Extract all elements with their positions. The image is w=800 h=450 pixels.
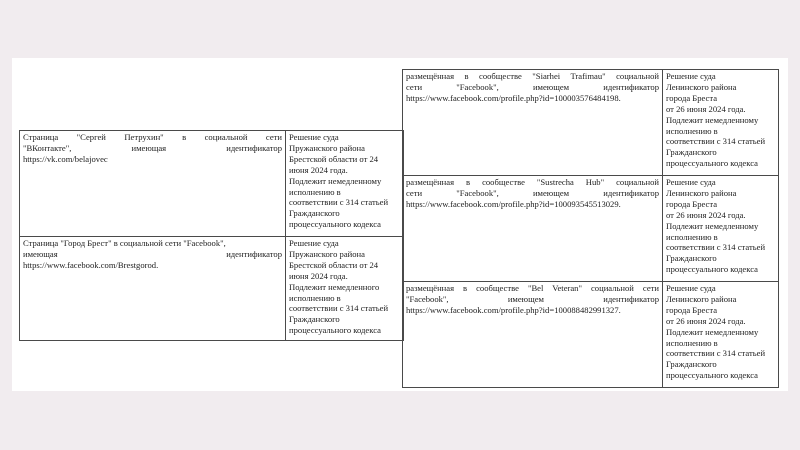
decision-line: Подлежит немедленному [289, 175, 382, 186]
table-row [403, 70, 779, 176]
decision-line: исполнению в [289, 186, 341, 197]
decision-line: от 26 июня 2024 года. [666, 315, 746, 326]
resource-line: "ВКонтакте", имеющая идентификатор [23, 142, 282, 153]
resource-line: сети "Facebook", имеющем идентификатор [406, 187, 659, 198]
decision-line: соответствии с 314 статьей [289, 303, 389, 314]
resource-url: https://www.facebook.com/Brestgorod. [23, 259, 159, 270]
blocked-resources-table-left [19, 130, 404, 341]
decision-line: Брестской области от 24 [289, 153, 379, 164]
decision-line: Ленинского района [666, 293, 737, 304]
decision-line: исполнению в [666, 337, 718, 348]
decision-line: Гражданского [666, 253, 717, 264]
table-row [403, 176, 779, 282]
table-row [403, 282, 779, 388]
decision-line: Решение суда [289, 238, 339, 248]
resource-line: Страница "Город Брест" в социальной сети "Facebook", [23, 238, 226, 248]
resource-line: размещённая в сообществе "Bel Veteran" социальной сети [406, 283, 659, 293]
decision-line: процессуального кодекса [666, 370, 758, 381]
decision-line: исполнению в [666, 125, 718, 136]
decision-cell [663, 176, 779, 282]
decision-line: соответствии с 314 статьей [289, 197, 389, 208]
resource-line: размещённая в сообществе "Sustrecha Hub" социальной [406, 177, 659, 187]
resource-url: https://vk.com/belajovec [23, 153, 108, 164]
resource-cell [403, 176, 663, 282]
decision-cell [286, 237, 404, 341]
decision-cell [663, 70, 779, 176]
decision-line: Ленинского района [666, 187, 737, 198]
decision-line: процессуального кодекса [666, 158, 758, 169]
blocked-resources-table-right [402, 69, 779, 388]
decision-line: Подлежит немедленному [666, 326, 759, 337]
decision-line: соответствии с 314 статьей [666, 348, 766, 359]
decision-line: города Бреста [666, 92, 718, 103]
resource-cell [20, 237, 286, 341]
decision-line: соответствии с 314 статьей [666, 136, 766, 147]
decision-line: Гражданского [666, 359, 717, 370]
decision-line: процессуального кодекса [666, 264, 758, 275]
decision-line: Подлежит немедленному [666, 220, 759, 231]
decision-line: исполнению в [666, 231, 718, 242]
decision-line: соответствии с 314 статьей [666, 242, 766, 253]
decision-line: Брестской области от 24 [289, 259, 379, 270]
resource-line: сети "Facebook", имеющем идентификатор [406, 81, 659, 92]
decision-line: Гражданского [289, 314, 340, 325]
resource-line: имеющая идентификатор [23, 248, 282, 259]
decision-line: Ленинского района [666, 81, 737, 92]
resource-line: Страница "Сергей Петрухин" в социальной сети [23, 132, 282, 142]
decision-line: города Бреста [666, 198, 718, 209]
decision-line: от 26 июня 2024 года. [666, 103, 746, 114]
decision-line: Пружанского района [289, 248, 365, 259]
decision-line: от 26 июня 2024 года. [666, 209, 746, 220]
resource-url: https://www.facebook.com/profile.php?id=100088482991327. [406, 304, 621, 315]
decision-line: процессуального кодекса [289, 325, 381, 336]
decision-line: города Бреста [666, 304, 718, 315]
decision-line: Гражданского [666, 147, 717, 158]
decision-line: июня 2024 года. [289, 164, 348, 175]
decision-line: Решение суда [666, 177, 716, 187]
decision-cell [286, 131, 404, 237]
table-row [20, 237, 404, 341]
table-row [20, 131, 404, 237]
decision-line: процессуального кодекса [289, 219, 381, 230]
resource-line: размещённая в сообществе "Siarhei Trafimau" социальной [406, 71, 659, 81]
decision-cell [663, 282, 779, 388]
decision-line: Гражданского [289, 208, 340, 219]
decision-line: Решение суда [289, 132, 339, 142]
resource-cell [403, 70, 663, 176]
resource-cell [20, 131, 286, 237]
decision-line: Решение суда [666, 283, 716, 293]
decision-line: июня 2024 года. [289, 270, 348, 281]
resource-url: https://www.facebook.com/profile.php?id=100003576484198. [406, 92, 621, 103]
resource-url: https://www.facebook.com/profile.php?id=100093545513029. [406, 198, 621, 209]
resource-line: "Facebook", имеющем идентификатор [406, 293, 659, 304]
decision-line: Решение суда [666, 71, 716, 81]
decision-line: Подлежит немедленного [289, 281, 380, 292]
decision-line: Подлежит немедленному [666, 114, 759, 125]
decision-line: Пружанского района [289, 142, 365, 153]
decision-line: исполнению в [289, 292, 341, 303]
document-page [12, 58, 788, 391]
resource-cell [403, 282, 663, 388]
